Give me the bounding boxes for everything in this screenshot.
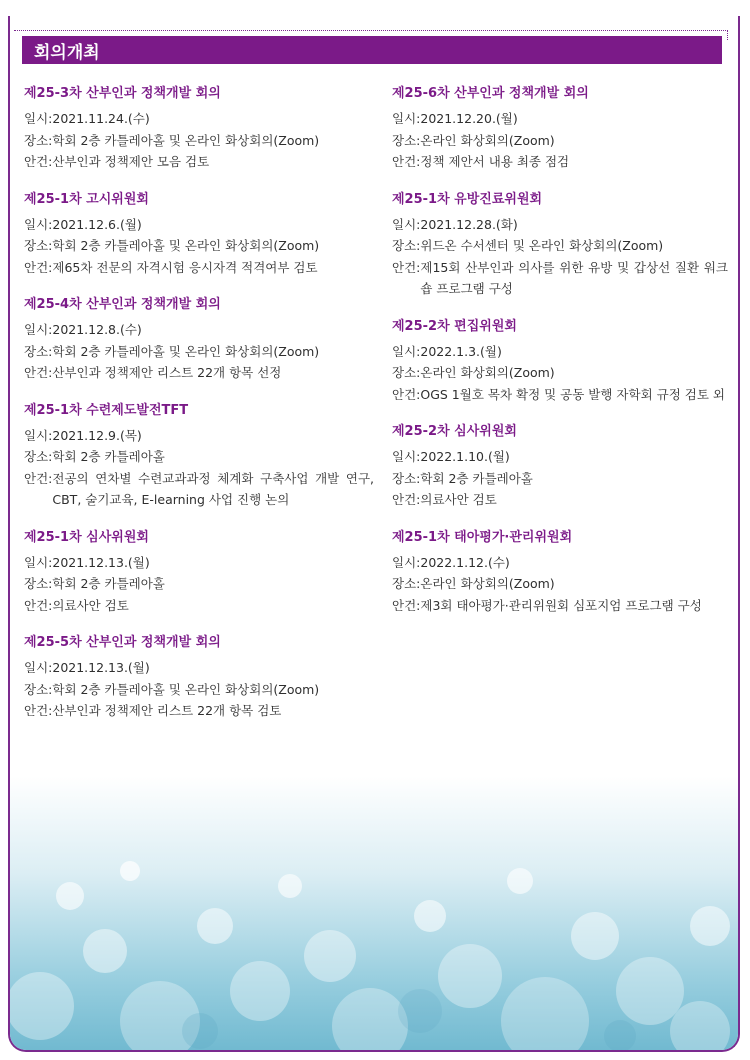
meeting-title: 제25-5차 산부인과 정책개발 회의: [24, 635, 221, 650]
detail-label: 장소:: [24, 576, 53, 591]
detail-value: 2022.1.12.(수): [420, 554, 510, 570]
detail-label: 일시:: [24, 660, 53, 675]
detail-label: 안건:: [24, 365, 53, 380]
detail-value: 위드온 수서센터 및 온라인 화상회의(Zoom): [420, 238, 664, 253]
detail-value: 2021.11.24.(수): [52, 111, 150, 126]
detail-value: 2022.1.10.(월): [420, 449, 510, 464]
bokeh-circles: [10, 776, 738, 1052]
meeting-title: 제25-1차 심사위원회: [24, 529, 149, 545]
detail-value: 학회 2층 카틀레아홀 및 온라인 화상회의(Zoom): [52, 343, 320, 359]
detail-label: 장소:: [392, 132, 421, 148]
detail-value: 학회 2층 카틀레아홀 및 온라인 화상회의(Zoom): [52, 681, 320, 697]
detail-value: 2021.12.28.(화): [420, 216, 518, 232]
detail-value: 2021.12.13.(월): [52, 554, 150, 570]
meeting-detail-line: [392, 257, 728, 300]
meeting-entry: [392, 424, 728, 511]
detail-label: 안건:: [392, 386, 421, 402]
detail-label: 일시:: [392, 216, 421, 232]
detail-value: 학회 2층 카틀레아홀 및 온라인 화상회의(Zoom): [52, 238, 320, 253]
detail-value: 2021.12.8.(수): [52, 322, 142, 337]
meeting-detail-line: [24, 573, 374, 595]
detail-label: 장소:: [392, 365, 421, 380]
detail-value: 온라인 화상회의(Zoom): [420, 365, 555, 380]
detail-value: 산부인과 정책제안 모음 검토: [52, 154, 210, 169]
detail-value: 정책 제안서 내용 최종 점검: [420, 154, 570, 169]
detail-value: 2022.1.3.(월): [420, 343, 502, 359]
detail-value: 제65차 전문의 자격시험 응시자격 적격여부 검토: [52, 259, 318, 275]
meeting-detail-line: [24, 151, 374, 173]
right-dotted-line: [727, 30, 728, 40]
detail-value: 학회 2층 카틀레아홀 및 온라인 화상회의(Zoom): [52, 132, 320, 148]
meeting-detail-line: [392, 362, 728, 384]
meeting-detail-line: [24, 130, 374, 152]
detail-label: 안건:: [24, 154, 53, 169]
meeting-detail-line: [24, 235, 374, 257]
meeting-title: 제25-1차 태아평가·관리위원회: [392, 529, 573, 545]
meeting-title: 제25-6차 산부인과 정책개발 회의: [392, 86, 589, 101]
detail-label: 장소:: [24, 238, 53, 253]
meeting-entry: [24, 530, 374, 617]
detail-value: 전공의 연차별 수련교과과정 체계화 구축사업 개발 연구, CBT, 술기교육, E-learning 사업 진행 논의: [52, 470, 374, 507]
meeting-detail-line: [24, 214, 374, 236]
detail-label: 안건:: [24, 597, 53, 613]
meeting-detail-line: [392, 552, 728, 574]
meeting-detail-line: [392, 341, 728, 363]
meeting-entry: [392, 530, 728, 617]
meeting-entry: [24, 192, 374, 279]
meeting-detail-line: [392, 151, 728, 173]
meeting-detail-line: [24, 679, 374, 701]
meeting-detail-line: [24, 362, 374, 384]
meeting-title: 제25-1차 고시위원회: [24, 191, 149, 207]
meeting-detail-line: [392, 595, 728, 617]
detail-label: 일시:: [392, 449, 421, 464]
detail-label: 안건:: [24, 703, 53, 718]
meeting-detail-line: [24, 468, 374, 511]
top-dotted-line: [14, 30, 728, 31]
meeting-detail-line: [392, 214, 728, 236]
detail-label: 안건:: [24, 470, 53, 486]
detail-label: 장소:: [24, 343, 53, 359]
meeting-title: 제25-3차 산부인과 정책개발 회의: [24, 86, 221, 101]
meeting-detail-line: [392, 130, 728, 152]
meeting-entry: [24, 86, 374, 173]
detail-label: 안건:: [392, 259, 421, 275]
meeting-title: 제25-2차 심사위원회: [392, 424, 517, 439]
detail-value: 제15회 산부인과 의사를 위한 유방 및 갑상선 질환 워크숍 프로그램 구성: [420, 259, 728, 296]
meeting-detail-line: [24, 319, 374, 341]
meeting-detail-line: [392, 468, 728, 490]
meeting-detail-line: [24, 341, 374, 363]
detail-label: 장소:: [392, 238, 421, 253]
meeting-detail-line: [24, 425, 374, 447]
detail-label: 일시:: [392, 111, 421, 126]
meeting-detail-line: [392, 446, 728, 468]
detail-label: 일시:: [24, 216, 53, 232]
left-column: [24, 86, 374, 741]
meeting-detail-line: [392, 384, 728, 406]
detail-label: 일시:: [24, 322, 53, 337]
detail-value: 산부인과 정책제안 리스트 22개 항목 선정: [52, 365, 282, 380]
detail-value: 2021.12.6.(월): [52, 216, 142, 232]
detail-label: 장소:: [392, 470, 421, 486]
detail-label: 일시:: [392, 343, 421, 359]
detail-value: 학회 2층 카틀레아홀: [52, 576, 165, 591]
meeting-title: 제25-1차 수련제도발전TFT: [24, 402, 189, 418]
detail-label: 장소:: [24, 681, 53, 697]
detail-label: 일시:: [392, 554, 421, 570]
meeting-detail-line: [392, 108, 728, 130]
detail-label: 장소:: [24, 449, 53, 464]
detail-label: 안건:: [24, 259, 53, 275]
section-title: 회의개최: [34, 42, 100, 63]
meeting-entry: [24, 403, 374, 511]
detail-value: 2021.12.13.(월): [52, 660, 150, 675]
detail-value: 학회 2층 카틀레아홀: [420, 470, 533, 486]
meeting-entry: [392, 319, 728, 406]
detail-value: 온라인 화상회의(Zoom): [420, 132, 555, 148]
detail-label: 장소:: [392, 576, 421, 591]
detail-value: 산부인과 정책제안 리스트 22개 항목 검토: [52, 703, 282, 718]
meeting-detail-line: [392, 235, 728, 257]
meeting-detail-line: [24, 257, 374, 279]
meeting-title: 제25-1차 유방진료위원회: [392, 191, 543, 207]
meeting-detail-line: [24, 595, 374, 617]
meeting-detail-line: [24, 552, 374, 574]
detail-value: OGS 1월호 목차 확정 및 공동 발행 자학회 규정 검토 외: [420, 386, 725, 402]
meeting-detail-line: [24, 657, 374, 679]
detail-value: 의료사안 검토: [420, 492, 497, 507]
detail-label: 안건:: [392, 154, 421, 169]
detail-value: 의료사안 검토: [52, 597, 129, 613]
meeting-entry: [392, 192, 728, 300]
meeting-title: 제25-2차 편집위원회: [392, 318, 517, 334]
detail-value: 온라인 화상회의(Zoom): [420, 576, 555, 591]
meeting-detail-line: [24, 446, 374, 468]
detail-label: 일시:: [24, 554, 53, 570]
detail-label: 장소:: [24, 132, 53, 148]
detail-value: 2021.12.20.(월): [420, 111, 518, 126]
meeting-entry: [24, 635, 374, 722]
meeting-detail-line: [24, 700, 374, 722]
meeting-detail-line: [392, 573, 728, 595]
detail-value: 학회 2층 카틀레아홀: [52, 449, 165, 464]
detail-label: 안건:: [392, 597, 421, 613]
meeting-entry: [392, 86, 728, 173]
meeting-entry: [24, 297, 374, 384]
detail-label: 안건:: [392, 492, 421, 507]
right-column: [392, 86, 728, 635]
detail-label: 일시:: [24, 427, 53, 443]
meeting-detail-line: [24, 108, 374, 130]
meeting-title: 제25-4차 산부인과 정책개발 회의: [24, 297, 221, 312]
detail-value: 제3회 태아평가·관리위원회 심포지엄 프로그램 구성: [420, 597, 702, 613]
detail-value: 2021.12.9.(목): [52, 427, 142, 443]
meeting-detail-line: [392, 489, 728, 511]
detail-label: 일시:: [24, 111, 53, 126]
section-header: [22, 36, 722, 64]
bokeh-background: [10, 776, 738, 1052]
